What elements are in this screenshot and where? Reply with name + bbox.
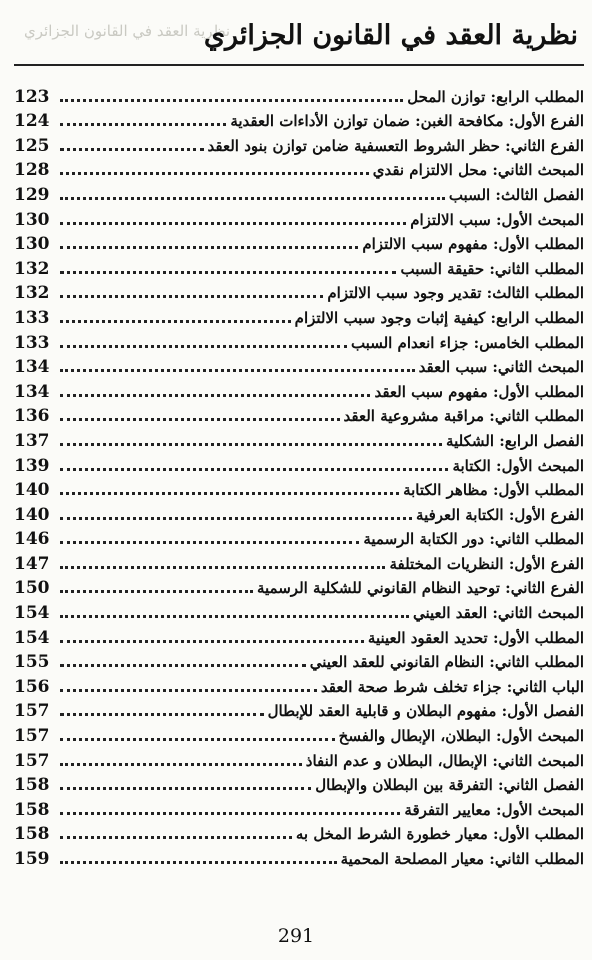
toc-entry-page: 124 xyxy=(14,111,50,132)
toc-entry-page: 132 xyxy=(14,258,50,279)
toc-entry-title: المبحث الأول: معايير التفرقة xyxy=(404,800,584,819)
dot-leader xyxy=(60,418,340,421)
toc-entry-title: المطلب الأول: معيار خطورة الشرط المخل به xyxy=(295,825,584,844)
toc-entry-page: 134 xyxy=(14,357,50,378)
dot-leader xyxy=(60,713,264,716)
dot-leader xyxy=(60,295,323,298)
toc-entry-title: المبحث الثاني: محل الالتزام نقدي xyxy=(372,161,584,180)
toc-entry xyxy=(14,771,584,796)
toc-entry-page: 157 xyxy=(14,701,50,722)
toc-entry-title: المبحث الثاني: العقد العيني xyxy=(412,604,584,623)
toc-entry-page: 137 xyxy=(14,430,50,451)
dot-leader xyxy=(60,369,415,372)
page-number: 291 xyxy=(277,925,315,947)
toc-entry xyxy=(14,279,584,304)
toc-entry-title: المطلب الثاني: دور الكتابة الرسمية xyxy=(363,530,584,549)
dot-leader xyxy=(60,689,317,692)
toc-entry-title: المطلب الأول: تحديد العقود العينية xyxy=(367,628,584,647)
toc-entry xyxy=(14,648,584,673)
dot-leader xyxy=(60,345,347,348)
toc-entry xyxy=(14,820,584,845)
dot-leader xyxy=(60,443,442,446)
toc-entry xyxy=(14,697,584,722)
toc-entry-page: 158 xyxy=(14,799,50,820)
toc-entry-page: 155 xyxy=(14,652,50,673)
toc-entry xyxy=(14,500,584,525)
table-of-contents xyxy=(14,82,584,869)
toc-entry xyxy=(14,451,584,476)
toc-entry-page: 130 xyxy=(14,209,50,230)
toc-entry-page: 140 xyxy=(14,504,50,525)
toc-entry-page: 134 xyxy=(14,381,50,402)
toc-entry xyxy=(14,230,584,255)
toc-entry xyxy=(14,180,584,205)
toc-entry-title: الفرع الثاني: حظر الشروط التعسفية ضامن توازن بنود العقد xyxy=(207,136,584,155)
toc-entry-title: الفصل الأول: مفهوم البطلان و قابلية العقد للإبطال xyxy=(267,702,584,721)
toc-entry-title: المطلب الثاني: النظام القانوني للعقد العيني xyxy=(309,653,584,672)
toc-entry-title: المطلب الثاني: حقيقة السبب xyxy=(400,259,584,278)
toc-entry-page: 132 xyxy=(14,283,50,304)
toc-entry-page: 150 xyxy=(14,578,50,599)
dot-leader xyxy=(60,664,306,667)
toc-entry-title: المبحث الأول: الكتابة xyxy=(452,456,584,475)
dot-leader xyxy=(60,640,364,643)
dot-leader xyxy=(60,566,385,569)
toc-entry xyxy=(14,795,584,820)
toc-entry-title: الباب الثاني: جزاء تخلف شرط صحة العقد xyxy=(320,677,584,696)
toc-entry-title: الفصل الرابع: الشكلية xyxy=(446,431,584,450)
dot-leader xyxy=(60,222,406,225)
dot-leader xyxy=(60,787,311,790)
toc-entry xyxy=(14,746,584,771)
toc-entry xyxy=(14,131,584,156)
toc-entry xyxy=(14,574,584,599)
dot-leader xyxy=(60,246,358,249)
toc-entry-title: المطلب الثالث: تقدير وجود سبب الالتزام xyxy=(327,284,584,303)
toc-entry-title: الفصل الثالث: السبب xyxy=(448,185,584,204)
toc-entry-page: 133 xyxy=(14,307,50,328)
toc-entry xyxy=(14,525,584,550)
dot-leader xyxy=(60,468,448,471)
dot-leader xyxy=(60,861,337,864)
toc-entry xyxy=(14,353,584,378)
dot-leader xyxy=(60,271,396,274)
toc-entry-page: 159 xyxy=(14,849,50,869)
toc-entry-title: المطلب الثاني: مراقبة مشروعية العقد xyxy=(343,407,584,426)
toc-entry-title: المبحث الأول: سبب الالتزام xyxy=(410,210,584,229)
toc-entry xyxy=(14,82,584,107)
toc-entry xyxy=(14,328,584,353)
toc-entry-title: المبحث الثاني: الإبطال، البطلان و عدم النفاذ xyxy=(305,751,584,770)
dot-leader xyxy=(60,738,335,741)
dot-leader xyxy=(60,541,359,544)
dot-leader xyxy=(60,123,226,126)
dot-leader xyxy=(60,615,409,618)
dot-leader xyxy=(60,99,403,102)
toc-entry-page: 156 xyxy=(14,676,50,697)
running-header xyxy=(14,6,584,66)
toc-entry-title: المطلب الأول: مفهوم سبب العقد xyxy=(374,382,584,401)
dot-leader xyxy=(60,148,204,151)
toc-entry-title: المطلب الأول: مظاهر الكتابة xyxy=(403,481,584,500)
toc-entry-page: 125 xyxy=(14,135,50,156)
toc-entry-title: الفرع الأول: مكافحة الغبن: ضمان توازن الأداءات العقدية xyxy=(230,112,584,131)
dot-leader xyxy=(60,197,445,200)
book-title: نظرية العقد في القانون الجزائري xyxy=(203,20,578,51)
toc-entry-page: 147 xyxy=(14,553,50,574)
toc-entry-title: المطلب الأول: مفهوم سبب الالتزام xyxy=(362,235,584,254)
toc-entry xyxy=(14,107,584,132)
dot-leader xyxy=(60,763,302,766)
toc-entry-page: 129 xyxy=(14,184,50,205)
toc-entry-title: المطلب الثاني: معيار المصلحة المحمية xyxy=(340,850,584,868)
toc-entry-page: 154 xyxy=(14,603,50,624)
toc-entry-title: المبحث الأول: البطلان، الإبطال والفسخ xyxy=(338,727,584,746)
toc-entry-page: 139 xyxy=(14,455,50,476)
toc-entry-page: 158 xyxy=(14,824,50,845)
toc-entry xyxy=(14,672,584,697)
toc-entry xyxy=(14,598,584,623)
toc-entry xyxy=(14,377,584,402)
toc-entry xyxy=(14,549,584,574)
toc-entry xyxy=(14,254,584,279)
toc-entry-title: المطلب الرابع: توازن المحل xyxy=(407,87,584,106)
toc-entry xyxy=(14,402,584,427)
toc-entry-page: 136 xyxy=(14,406,50,427)
toc-entry xyxy=(14,156,584,181)
toc-entry-page: 130 xyxy=(14,234,50,255)
toc-entry xyxy=(14,426,584,451)
toc-entry-page: 123 xyxy=(14,86,50,107)
dot-leader xyxy=(60,394,370,397)
toc-entry-title: الفصل الثاني: التفرقة بين البطلان والإبطال xyxy=(315,776,584,795)
toc-entry xyxy=(14,205,584,230)
dot-leader xyxy=(60,812,400,815)
toc-entry xyxy=(14,721,584,746)
toc-entry xyxy=(14,623,584,648)
toc-entry-title: المطلب الرابع: كيفية إثبات وجود سبب الالتزام xyxy=(294,308,584,327)
toc-entry xyxy=(14,303,584,328)
toc-entry-page: 133 xyxy=(14,332,50,353)
toc-entry-page: 146 xyxy=(14,529,50,550)
toc-entry-title: المبحث الثاني: سبب العقد xyxy=(418,358,584,377)
dot-leader xyxy=(60,836,292,839)
dot-leader xyxy=(60,590,253,593)
dot-leader xyxy=(60,517,412,520)
header-bleed-through-text: نظرية العقد في القانون الجزائري xyxy=(24,22,231,40)
toc-entry-title: الفرع الثاني: توحيد النظام القانوني للشكلية الرسمية xyxy=(256,579,584,598)
toc-entry xyxy=(14,844,584,869)
toc-entry-title: المطلب الخامس: جزاء انعدام السبب xyxy=(350,333,584,352)
toc-entry-page: 140 xyxy=(14,480,50,501)
toc-entry-page: 157 xyxy=(14,726,50,747)
toc-entry-page: 158 xyxy=(14,775,50,796)
dot-leader xyxy=(60,172,369,175)
toc-entry xyxy=(14,476,584,501)
toc-entry-page: 128 xyxy=(14,160,50,181)
toc-entry-page: 157 xyxy=(14,750,50,771)
toc-entry-title: الفرع الأول: الكتابة العرفية xyxy=(416,505,584,524)
toc-entry-page: 154 xyxy=(14,627,50,648)
toc-entry-title: الفرع الأول: النظريات المختلفة xyxy=(389,554,584,573)
dot-leader xyxy=(60,492,399,495)
dot-leader xyxy=(60,320,291,323)
